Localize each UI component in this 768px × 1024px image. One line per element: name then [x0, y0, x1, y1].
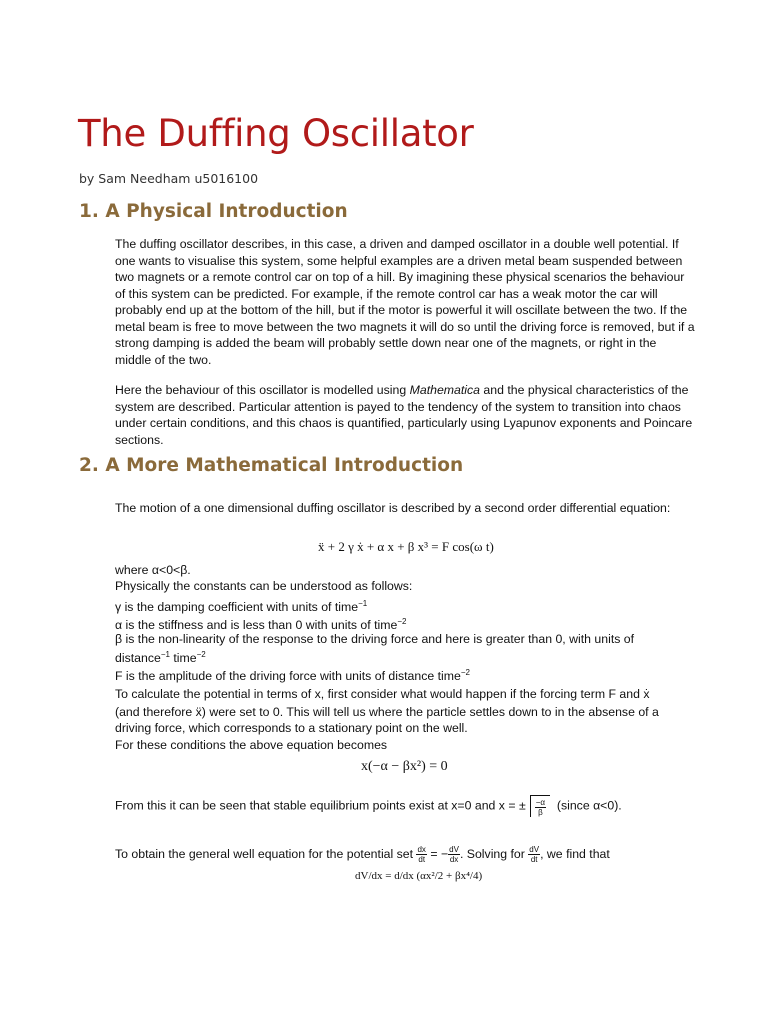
dx-dt-fraction: $\frac{dx}{dt}$	[417, 845, 426, 864]
section-2-heading: 2. A More Mathematical Introduction	[79, 455, 464, 476]
stable-points-line	[115, 795, 622, 817]
well-text-c: , we find that	[540, 846, 610, 861]
para2-italic: Mathematica	[409, 383, 481, 397]
author-byline: by Sam Needham u5016100	[79, 171, 259, 186]
alpha-exponent: −2	[397, 617, 407, 626]
sqrt-symbol	[530, 795, 550, 817]
stable-text-a: From this it can be seen that stable equilibrium points exist at x=0 and x = ±	[115, 798, 526, 813]
para2-text-a: Here the behaviour of this oscillator is modelled using	[115, 383, 410, 397]
f-text: F is the amplitude of the driving force with units of distance time	[115, 669, 461, 683]
f-exponent: −2	[460, 668, 470, 677]
gamma-line	[115, 596, 367, 615]
section-2-intro: The motion of a one dimensional duffing oscillator is described by a second order differential equation:	[115, 501, 671, 515]
sqrt-denominator: β	[538, 808, 543, 817]
equilibrium-equation: x(−α − βx²) = 0	[361, 759, 448, 774]
duffing-equation: ẍ + 2 γ ẋ + α x + β x³ = F cos(ω t)	[318, 539, 494, 554]
well-text-a: To obtain the general well equation for the potential set	[115, 846, 414, 861]
para2-text-b: and the physical characteristics of the system are described. Particular attention is payed to the tendency of the system to transition into chaos under certain conditions, and this chaos is quantified, particularly using Lyapunov exponents and Poincare sections.	[115, 383, 693, 447]
stable-text-b: (since α<0).	[556, 798, 622, 813]
dv-dt-fraction: $\frac{dV}{dt}$	[529, 845, 540, 864]
where-line: where α<0<β.	[115, 563, 191, 577]
gamma-exponent: −1	[358, 599, 368, 608]
f-line	[115, 665, 470, 684]
beta-time: time	[169, 651, 197, 665]
dv-dx-fraction: $\frac{dV}{dx}$	[449, 845, 459, 864]
alpha-text: α is the stiffness and is less than 0 with units of time	[115, 618, 398, 632]
sqrt-numerator: −α	[535, 798, 546, 807]
well-text-b: . Solving for	[459, 846, 525, 861]
well-equation-line: To obtain the general well equation for the potential set $\frac{dx}{dt}$ = − $\frac{dV}{dx}$ . Solving for $\frac{dV}{dt}$ , we find that	[115, 845, 610, 864]
beta-line-1: β is the non-linearity of the response to the driving force and here is greater than 0, with units of	[115, 632, 635, 646]
constants-intro: Physically the constants can be understood as follows:	[115, 579, 413, 593]
gamma-text: γ is the damping coefficient with units of time	[115, 600, 359, 614]
beta-distance: distance	[115, 651, 161, 665]
beta-line-2	[115, 647, 206, 666]
beta-exponent-2: −2	[196, 650, 206, 659]
section-1-paragraph-2	[115, 382, 695, 448]
conditions-line: For these conditions the above equation becomes	[115, 738, 388, 752]
potential-line-2: (and therefore ẍ) were set to 0. This will tell us where the particle settles down to in the absense of a	[115, 705, 659, 719]
beta-exponent-1: −1	[160, 650, 170, 659]
sqrt-fraction	[535, 798, 546, 817]
potential-line-1: To calculate the potential in terms of x, first consider what would happen if the forcing term F and ẋ	[115, 687, 650, 701]
section-1-paragraph-1: The duffing oscillator describes, in this case, a driven and damped oscillator in a double well potential. If one wants to visualise this system, some helpful examples are a driven metal beam suspended between two magnets or a remote control car on top of a hill. By imagining these physical scenarios the behaviour of this system can be predicted. For example, if the remote control car has a weak motor the car will probably end up at the bottom of the hill, but if the motor is powerful it will oscillate between the two. If the metal beam is free to move between the two magnets it will do so until the driving force is removed, but if a strong damping is added the beam will probably settle down near one of the magnets, or right in the middle of the two.	[115, 237, 695, 367]
potential-line-3: driving force, which corresponds to a stationary point on the well.	[115, 721, 468, 735]
document-title: The Duffing Oscillator	[78, 112, 474, 155]
potential-equation: dV/dx = d/dx (αx²/2 + βx⁴/4)	[355, 870, 483, 882]
section-1-heading: 1. A Physical Introduction	[79, 201, 348, 222]
